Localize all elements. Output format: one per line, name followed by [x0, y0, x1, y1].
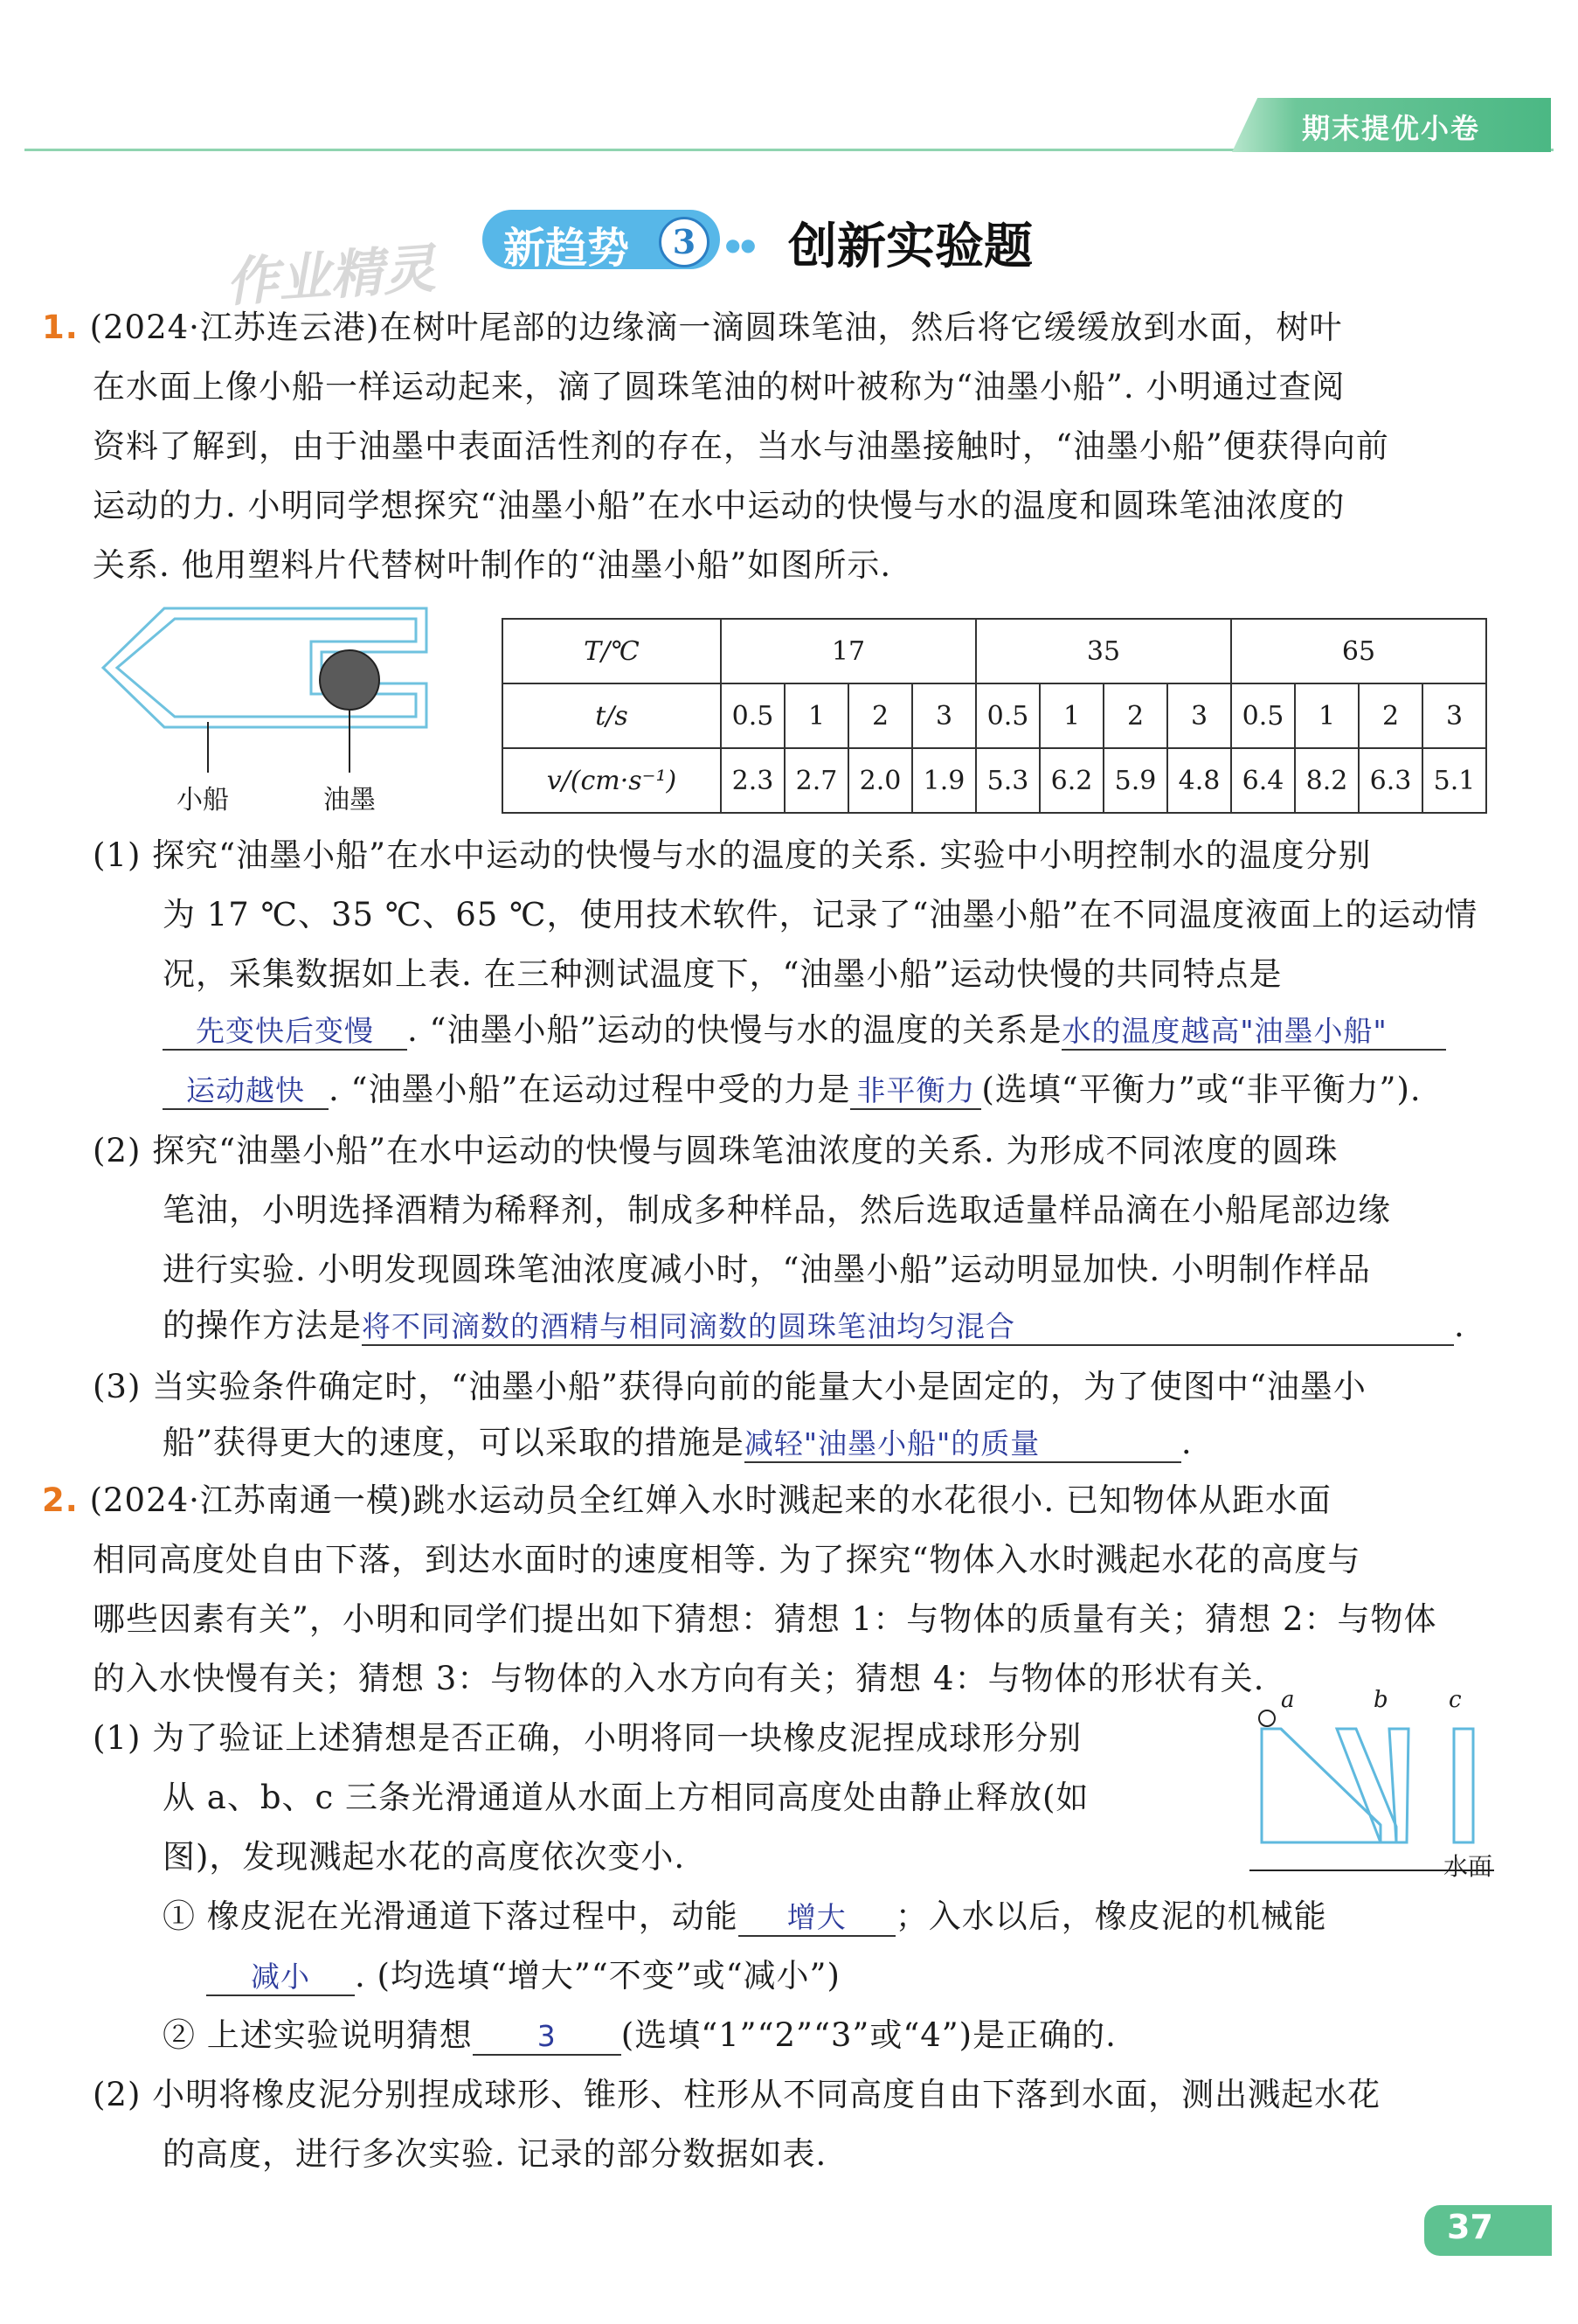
table-header-v: v/(cm·s⁻¹) [502, 748, 721, 813]
table-cell: 2 [1104, 683, 1167, 748]
q1-p1-line-4: 先变快后变慢 . “油墨小船”运动的快慢与水的温度的关系是水的温度越高"油墨小船" [163, 1010, 1446, 1051]
table-cell: 5.9 [1104, 748, 1167, 813]
table-cell: 8.2 [1295, 748, 1359, 813]
q1-line-5: 关系. 他用塑料片代替树叶制作的“油墨小船”如图所示. [93, 546, 892, 584]
table-cell: 1 [785, 683, 848, 748]
answer-text: 非平衡力 [856, 1073, 976, 1107]
label-channel-b: b [1374, 1687, 1388, 1713]
q1-p2-line-4: 的操作方法是将不同滴数的酒精与相同滴数的圆珠笔油均匀混合 . [163, 1307, 1465, 1344]
q1-p1-line-2: 为 17 ℃、35 ℃、65 ℃，使用技术软件，记录了“油墨小船”在不同温度液面上的运动情 [163, 896, 1478, 933]
q1-p1-line-1: (1) 探究“油墨小船”在水中运动的快慢与水的温度的关系. 实验中小明控制水的温度分别 [93, 836, 1372, 874]
answer-blank[interactable] [744, 1423, 1181, 1463]
table-cell: 0.5 [976, 683, 1040, 748]
answer-blank[interactable] [163, 1070, 329, 1110]
table-cell: 3 [1422, 683, 1486, 748]
watermark: 作业精灵 [224, 238, 438, 315]
table-cell: 0.5 [1231, 683, 1295, 748]
table-cell: 6.4 [1231, 748, 1295, 813]
table-cell: 1.9 [912, 748, 976, 813]
table-row [502, 748, 1486, 813]
speed-table [502, 618, 1487, 814]
answer-text: 增大 [786, 1900, 847, 1934]
table-header-t: t/s [502, 683, 721, 748]
section-tag-num [659, 217, 709, 267]
answer-text: 将不同滴数的酒精与相同滴数的圆珠笔油均匀混合 [362, 1309, 1015, 1343]
q1-p2-line-2: 笔油，小明选择酒精为稀释剂，制成多种样品，然后选取适量样品滴在小船尾部边缘 [163, 1191, 1391, 1229]
answer-blank[interactable] [163, 1010, 407, 1051]
q1-number: 1. [42, 309, 79, 346]
table-cell: 4.8 [1167, 748, 1231, 813]
page-number: 37 [1447, 2208, 1493, 2246]
q2-p2-line-1: (2) 小明将橡皮泥分别捏成球形、锥形、柱形从不同高度自由下落到水面，测出溅起水花 [93, 2076, 1381, 2113]
q2-line-4: 的入水快慢有关；猜想 3：与物体的入水方向有关；猜想 4：与物体的形状有关. [93, 1660, 1265, 1697]
table-cell: 1 [1040, 683, 1104, 748]
table-cell: 2 [1359, 683, 1422, 748]
q2-p1-line-3: 图)，发现溅起水花的高度依次变小. [163, 1838, 686, 1876]
table-cell: 0.5 [721, 683, 785, 748]
answer-text: 运动越快 [186, 1073, 305, 1107]
header-badge-text: 期末提优小卷 [1302, 112, 1481, 145]
table-cell: 65 [1231, 619, 1486, 683]
table-cell: 2 [848, 683, 912, 748]
answer-text: 3 [536, 2019, 557, 2053]
label-water-surface: 水面 [1443, 1852, 1493, 1881]
q1-p2-line-3: 进行实验. 小明发现圆珠笔油浓度减小时，“油墨小船”运动明显加快. 小明制作样品 [163, 1251, 1371, 1288]
ink-boat-figure [94, 600, 444, 823]
q2-number: 2. [42, 1481, 79, 1519]
table-cell: 5.3 [976, 748, 1040, 813]
table-row [502, 619, 1486, 683]
label-channel-a: a [1281, 1687, 1295, 1713]
answer-text: 先变快后变慢 [196, 1014, 374, 1048]
answer-blank[interactable] [206, 1956, 355, 1996]
table-cell: 6.2 [1040, 748, 1104, 813]
q2-line-1: 2. (2024·江苏南通一模)跳水运动员全红婵入水时溅起来的水花很小. 已知物体从距水面 [42, 1481, 1332, 1519]
q1-p2-line-1: (2) 探究“油墨小船”在水中运动的快慢与圆珠笔油浓度的关系. 为形成不同浓度的圆珠 [93, 1132, 1339, 1169]
table-cell: 1 [1295, 683, 1359, 748]
q2-p1-line-1: (1) 为了验证上述猜想是否正确，小明将同一块橡皮泥捏成球形分别 [93, 1719, 1083, 1757]
q2-p1-sub1-line-2: 减小 . (均选填“增大”“不变”或“减小”) [206, 1956, 841, 1996]
section-title: 创新实验题 [788, 218, 1033, 275]
table-cell: 35 [976, 619, 1231, 683]
q2-line-2: 相同高度处自由下落，到达水面时的速度相等. 为了探究“物体入水时溅起水花的高度与 [93, 1541, 1361, 1578]
answer-blank[interactable] [1062, 1010, 1446, 1051]
q1-p1-line-5: 运动越快 . “油墨小船”在运动过程中受的力是 非平衡力 (选填“平衡力”或“非平衡力”). [163, 1070, 1422, 1110]
q2-line-3: 哪些因素有关”，小明和同学们提出如下猜想：猜想 1：与物体的质量有关；猜想 2：与物体 [93, 1600, 1437, 1638]
ink-drop [320, 650, 379, 710]
answer-blank[interactable] [738, 1897, 896, 1937]
answer-blank[interactable] [850, 1070, 981, 1110]
answer-blank[interactable] [473, 2015, 621, 2056]
table-cell: 3 [912, 683, 976, 748]
table-row [502, 683, 1486, 748]
table-cell: 6.3 [1359, 748, 1422, 813]
table-header-T: T/℃ [502, 619, 721, 683]
answer-text: 减小 [251, 1960, 310, 1994]
clay-ball [1259, 1710, 1275, 1726]
answer-text: 减轻"油墨小船"的质量 [744, 1426, 1041, 1460]
q1-p3-line-1: (3) 当实验条件确定时，“油墨小船”获得向前的能量大小是固定的，为了使图中“油墨小 [93, 1368, 1367, 1405]
table-cell: 2.0 [848, 748, 912, 813]
label-channel-c: c [1449, 1687, 1462, 1713]
q1-p1-line-3: 况，采集数据如上表. 在三种测试温度下，“油墨小船”运动快慢的共同特点是 [163, 955, 1283, 993]
label-ink: 油墨 [323, 785, 376, 815]
label-boat: 小船 [176, 785, 229, 815]
q2-p1-sub1-line-1: ① 橡皮泥在光滑通道下落过程中，动能 增大 ；入水以后，橡皮泥的机械能 [163, 1897, 1327, 1935]
q1-line-4: 运动的力. 小明同学想探究“油墨小船”在水中运动的快慢与水的温度和圆珠笔油浓度的 [93, 487, 1346, 524]
q2-p1-line-2: 从 a、b、c 三条光滑通道从水面上方相同高度处由静止释放(如 [163, 1779, 1090, 1816]
q2-p2-line-2: 的高度，进行多次实验. 记录的部分数据如表. [163, 2135, 827, 2173]
answer-blank[interactable] [362, 1306, 1454, 1346]
table-cell: 2.7 [785, 748, 848, 813]
table-cell: 5.1 [1422, 748, 1486, 813]
section-tag-text: 新趋势 [503, 224, 630, 273]
q1-line-3: 资料了解到，由于油墨中表面活性剂的存在，当水与油墨接触时，“油墨小船”便获得向前 [93, 427, 1389, 465]
table-cell: 2.3 [721, 748, 785, 813]
q1-line-1: 1. (2024·江苏连云港)在树叶尾部的边缘滴一滴圆珠笔油，然后将它缓缓放到水面，树叶 [42, 309, 1343, 346]
table-cell: 3 [1167, 683, 1231, 748]
answer-text: 水的温度越高"油墨小船" [1062, 1014, 1388, 1048]
table-cell: 17 [721, 619, 976, 683]
section-dots: ●● [725, 234, 756, 255]
section-tag-num-text: 3 [672, 222, 696, 261]
q1-line-2: 在水面上像小船一样运动起来，滴了圆珠笔油的树叶被称为“油墨小船”. 小明通过查阅 [93, 368, 1346, 406]
q2-p1-sub2: ② 上述实验说明猜想 3 (选填“1”“2”“3”或“4”)是正确的. [163, 2016, 1117, 2054]
q1-p3-line-2: 船”获得更大的速度，可以采取的措施是减轻"油墨小船"的质量 . [163, 1424, 1193, 1461]
